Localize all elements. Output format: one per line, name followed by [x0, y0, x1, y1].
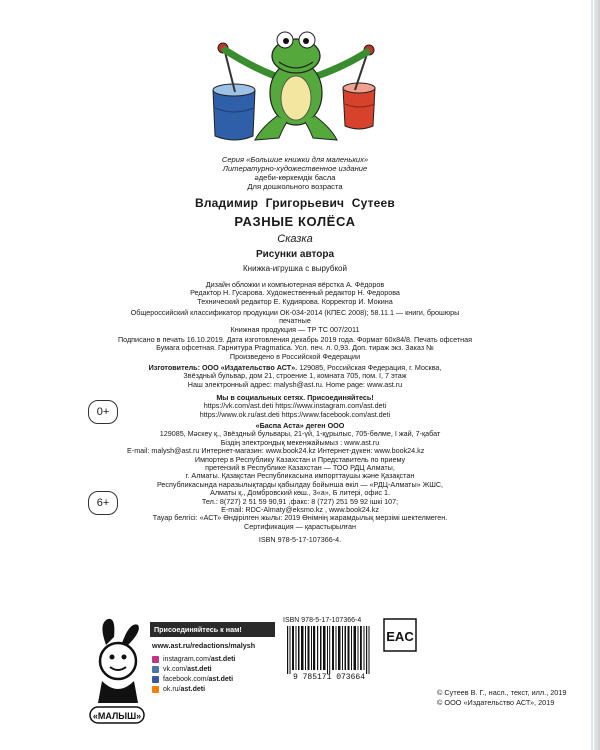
classifier-line: Книжная продукция — ТР ТС 007/2011 — [230, 324, 360, 334]
book-spine-edge — [594, 0, 600, 750]
malysh-logo — [88, 615, 146, 730]
kz-contacts: E-mail: malysh@ast.ru Интернет-магазин: www.book24.kz Интернет-дүкен: www.book24.kz — [127, 446, 425, 456]
publisher-site-link[interactable]: www.ast.ru/redactions/malysh — [152, 641, 256, 650]
kz-line: г. Алматы. Қазақстан Республикасына импорттаушы және Қазақстан — [185, 471, 415, 481]
social-link-row[interactable]: https://vk.com/ast.deti https://www.instagram.com/ast.deti — [203, 401, 387, 411]
manufacturer-address: Звёздный бульвар, дом 21, строение 1, комната 705, пом. I, 7 этаж — [183, 371, 407, 381]
kz-line: Тауар белгісі: «АСТ» Өндірілген жылы: 2019 Өнімнің жарамдылық мерзімі шектелмеген. — [152, 513, 448, 523]
credits-block — [125, 281, 465, 306]
social-link-odnoklassniki[interactable]: ok.ru/ ast.deti — [152, 684, 275, 694]
kz-heading: «Баспа Аста» деген ООО — [255, 421, 345, 430]
social-link-facebook[interactable]: facebook.com/ ast.deti — [152, 674, 275, 684]
kz-line: Республикасында наразылықтарды қабылдау бойынша өкіл — «РДЦ-Алматы» ЖШС, — [156, 479, 444, 489]
barcode-isbn: ISBN 978-5-17-107366-4 — [283, 617, 362, 624]
kz-block — [115, 422, 485, 545]
right-bucket-icon — [343, 83, 375, 129]
kz-line: Біздің электрондық мекенжайымыз : www.ast.ru — [220, 437, 380, 447]
barcode-icon — [283, 626, 375, 680]
instagram-icon — [152, 656, 159, 663]
classifier-line: печатные — [279, 316, 311, 326]
print-info-block — [110, 336, 480, 361]
classifier-line: Общероссийский классификатор продукции ОК-034-2014 (КПЕС 2008); 58.11.1 — книги, брошюры — [130, 308, 460, 317]
classifier-block — [115, 309, 475, 334]
bottom-social-panel — [150, 622, 275, 694]
age-rating-badge: 6+ — [88, 491, 118, 515]
isbn-line: ISBN 978-5-17-107366-4. — [258, 535, 342, 545]
barcode-block — [283, 617, 375, 685]
kz-line: E-mail: RDC-Almaty@eksmo.kz , www.book24.kz — [221, 505, 379, 515]
manufacturer-label: Изготовитель: ООО «Издательство АСТ». — [148, 363, 298, 372]
barcode-digits: 9 785171 073664 — [292, 673, 366, 680]
eac-icon: EAC — [386, 629, 414, 644]
kz-line: Сертификация — қарастырылған — [244, 521, 356, 531]
social-block — [125, 394, 465, 419]
manufacturer-address: 129085, Российская Федерация, г. Москва, — [299, 363, 442, 372]
social-heading: Мы в социальных сетях. Присоединяйтесь! — [216, 393, 374, 402]
frog-illustration — [195, 8, 395, 148]
copyright-line: © Сутеев В. Г., насл., текст, илл., 2019 — [437, 688, 567, 697]
edition-type: Литературно-художественное издание — [222, 164, 368, 173]
kz-line: Импортер в Республику Казахстан и Представитель по приему — [194, 454, 406, 464]
left-bucket-icon — [213, 84, 255, 140]
drawings-credit: Рисунки автора — [255, 249, 335, 260]
print-info-line: Произведено в Российской Федерации — [229, 351, 361, 361]
join-banner: Присоединяйтесь к нам! — [150, 622, 275, 637]
social-link-vk[interactable]: vk.com/ ast.deti — [152, 664, 275, 674]
edition-type-kz: әдеби-көркемдік басла — [254, 173, 336, 182]
social-link-row[interactable]: https://www.ok.ru/ast.deti https://www.facebook.com/ast.deti — [199, 409, 391, 419]
book-title: РАЗНЫЕ КОЛЁСА — [234, 214, 356, 229]
kz-line: Алматы қ., Домбровский көш., 3«а», Б литері, офис 1. — [210, 488, 390, 498]
print-info-line: Подписано в печать 16.10.2019. Дата изготовления декабрь 2019 года. Формат 60х84/8. Печать офсетная — [117, 335, 473, 344]
series-block — [0, 155, 590, 191]
author-name: Владимир Григорьевич Сутеев — [194, 196, 396, 210]
credit-line: Технический редактор Е. Кудиярова. Корректор И. Мокина — [197, 296, 393, 306]
social-link-instagram[interactable]: instagram.com/ ast.deti — [152, 654, 275, 664]
book-format: Книжка-игрушка с вырубкой — [243, 264, 347, 273]
credit-line: Дизайн обложки и компьютерная вёрстка А. Фёдоров — [205, 280, 385, 289]
genre: Сказка — [277, 233, 313, 245]
eac-certification-mark — [383, 618, 417, 652]
kz-line: 129085, Мәскеу қ., Звёздный бульвары, 21-үй, 1-құрылыс, 705-бөлме, I жай, 7-қабат — [159, 429, 441, 439]
kz-line: претензий в Республике Казахстан — ТОО РДЦ Алматы, — [205, 463, 395, 473]
kz-line: Тел.: 8(727) 2 51 59 90,91 ,факс: 8 (727) 251 59 92 ішкі 107; — [201, 496, 399, 506]
manufacturer-contact: Наш электронный адрес: malysh@ast.ru. Home page: www.ast.ru — [187, 379, 403, 389]
credit-line: Редактор Н. Гусарова. Художественный редактор Н. Федорова — [190, 288, 400, 298]
publisher-logo-text: «МАЛЫШ» — [92, 711, 142, 721]
odnoklassniki-icon — [152, 686, 159, 693]
age-rating-badge: 0+ — [88, 400, 118, 424]
facebook-icon — [152, 676, 159, 683]
vk-icon — [152, 666, 159, 673]
age-group: Для дошкольного возраста — [247, 182, 343, 191]
copyright-line: © ООО «Издательство АСТ», 2019 — [437, 698, 555, 707]
copyright-block — [437, 688, 566, 708]
series-name: Серия «Большие книжки для маленьких» — [221, 155, 369, 164]
print-info-line: Бумага офсетная. Гарнитура Pragmatica. Усл. печ. л. 0,93. Доп. тираж экз. Заказ № — [156, 343, 434, 353]
manufacturer-block — [120, 364, 470, 389]
